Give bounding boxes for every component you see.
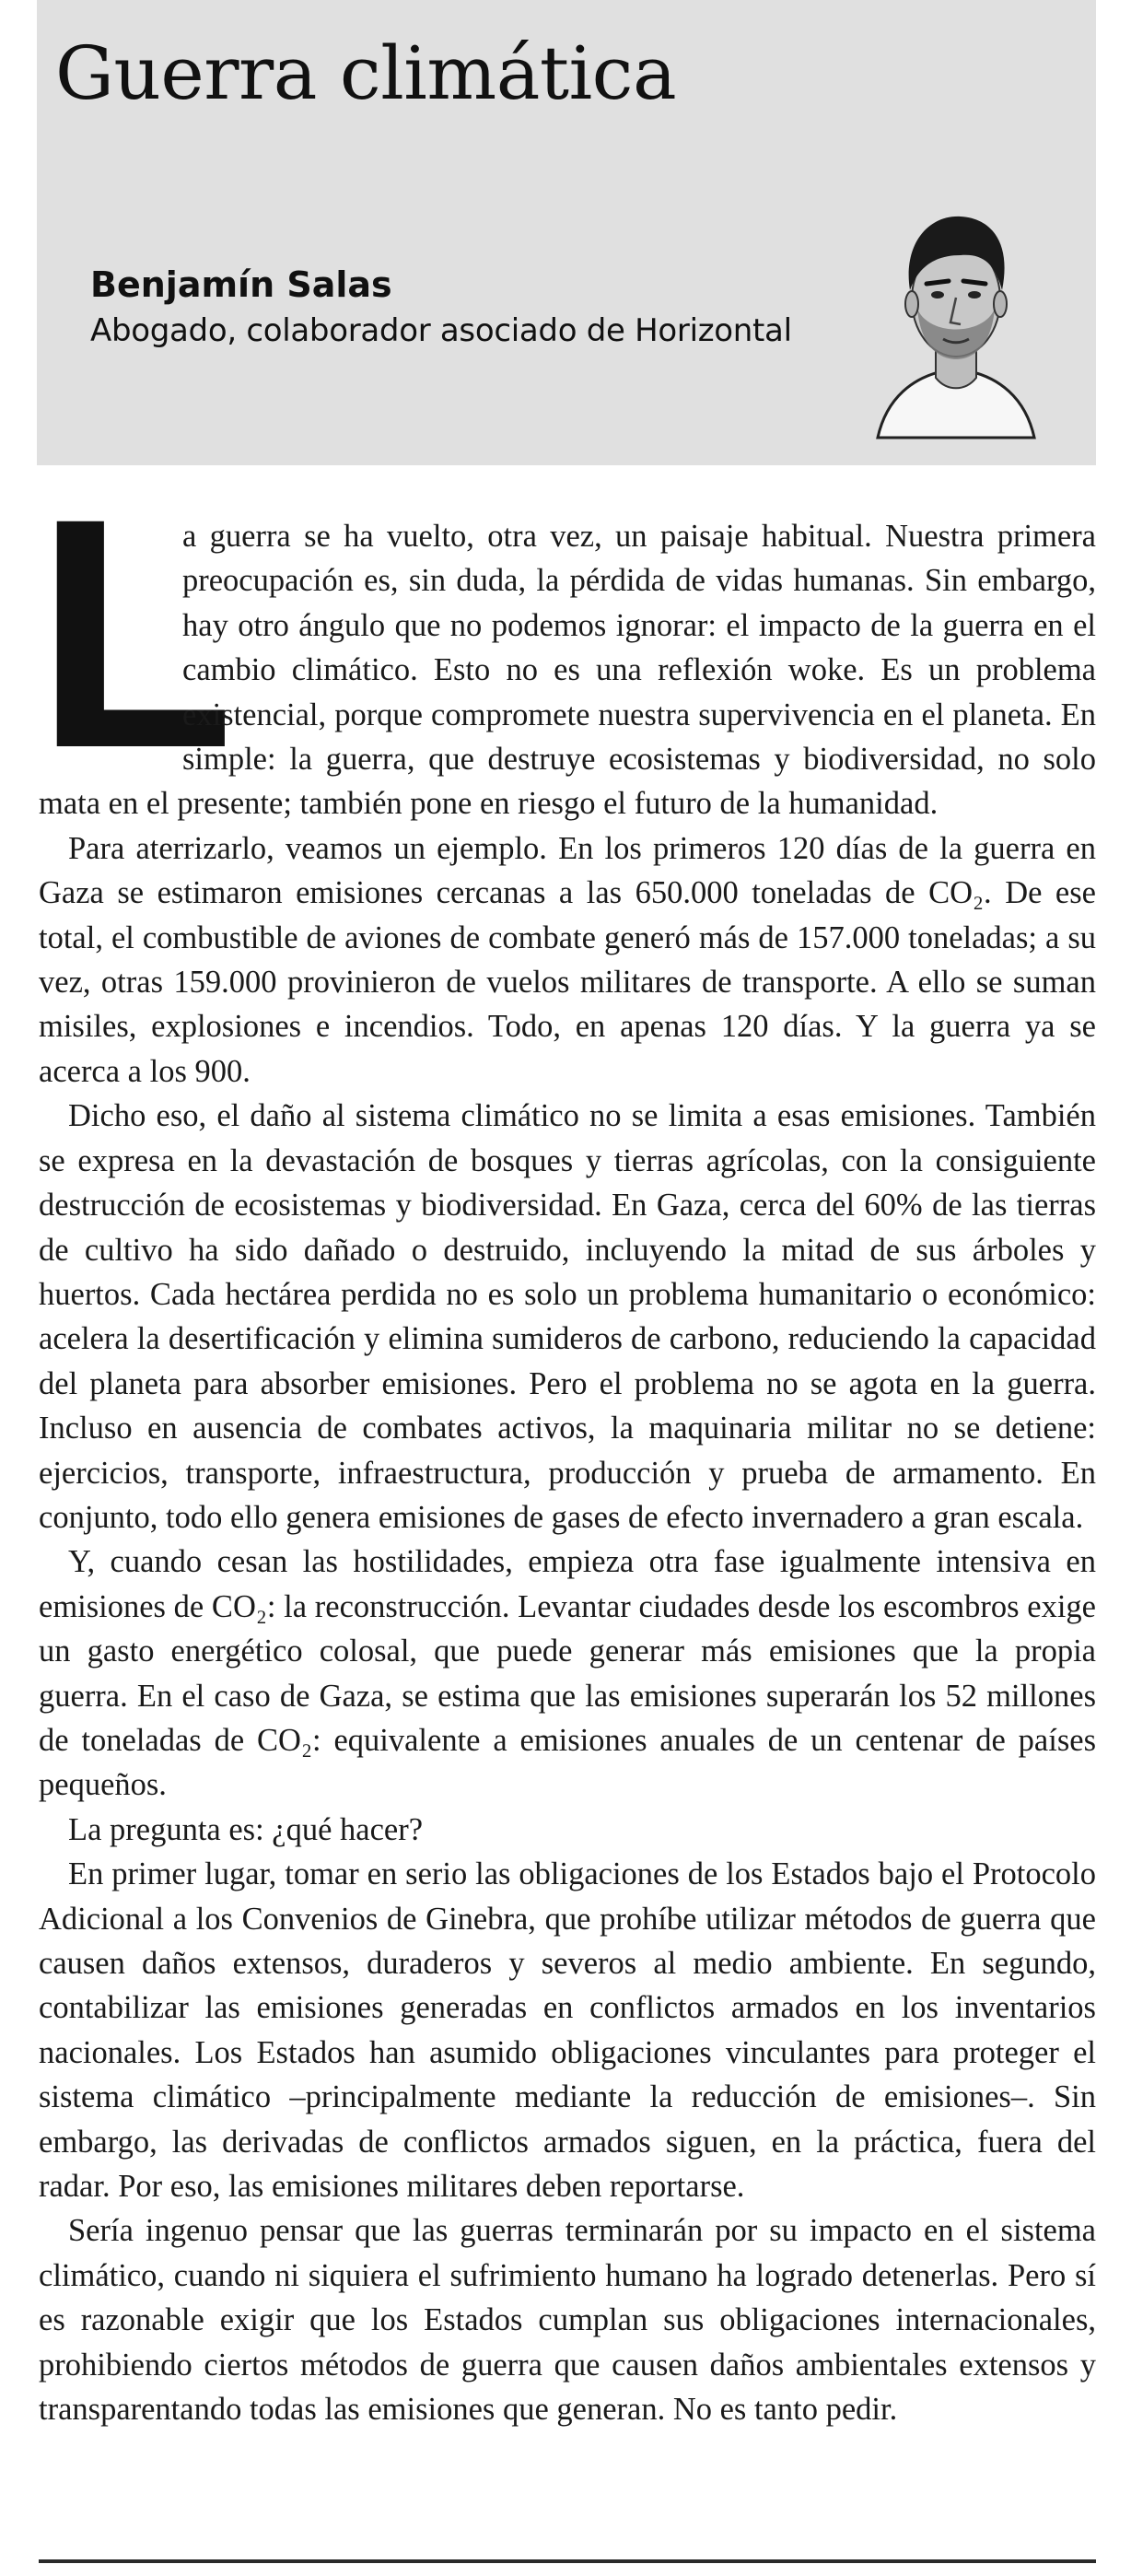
- paragraph-3: Dicho eso, el daño al sistema climático no se limita a esas emisiones. También se expresa en la devastación de bosques y tierras agrícolas, con la consiguiente destrucción de ecosistemas y biodiversidad. En Gaza, cerca del 60% de las tierras de cultivo ha sido dañado o destruido, incluyendo la mitad de sus árboles y huertos. Cada hectárea perdida no es solo un problema humanitario o económico: acelera la desertificación y elimina sumideros de carbono, reduciendo la capacidad del planeta para absorber emisiones. Pero el problema no se agota en la guerra. Incluso en ausencia de combates activos, la maquinaria militar no se detiene: ejercicios, transporte, infraestructura, producción y prueba de armamento. En conjunto, todo ello genera emisiones de gases de efecto invernadero a gran escala.: [39, 1098, 1096, 1535]
- paragraph-6: En primer lugar, tomar en serio las obligaciones de los Estados bajo el Protocolo Adicional a los Convenios de Ginebra, que prohíbe utilizar métodos de guerra que causen daños extensos, duraderos y severos al medio ambiente. En segundo, contabilizar las emisiones generadas en conflictos armados en los inventarios nacionales. Los Estados han asumido obligaciones vinculantes para proteger el sistema climático –principalmente mediante la reducción de emisiones–. Sin embargo, las derivadas de conflictos armados siguen, en la práctica, fuera del radar. Por eso, las emisiones militares deben reportarse.: [39, 1856, 1096, 2205]
- drop-cap-letter: L: [35, 451, 235, 816]
- bottom-rule: [39, 2559, 1096, 2563]
- paragraph-5: La pregunta es: ¿qué hacer?: [68, 1811, 424, 1847]
- drop-cap: [35, 451, 235, 816]
- paragraph-1: a guerra se ha vuelto, otra vez, un paisaje habitual. Nuestra primera preocupación es, sin duda, la pérdida de vidas humanas. Sin embargo, hay otro ángulo que no podemos ignorar: el impacto de la guerra en el cambio climático. Esto no es una reflexión woke. Es un problema existencial, porque compromete nuestra supervivencia en el planeta. En simple: la guerra, que destruye ecosistemas y biodiversidad, no solo mata en el presente; también pone en riesgo el futuro de la humanidad.: [39, 519, 1096, 822]
- article-body: [35, 451, 1096, 2431]
- author-name: Benjamín Salas: [90, 264, 392, 305]
- paragraph-2: Para aterrizarlo, veamos un ejemplo. En los primeros 120 días de la guerra en Gaza se estimaron emisiones cercanas a las 650.000 toneladas de CO₂. De ese total, el combustible de aviones de combate generó más de 157.000 toneladas; a su vez, otras 159.000 provinieron de vuelos militares de transporte. A ello se suman misiles, explosiones e incendios. Todo, en apenas 120 días. Y la guerra ya se acerca a los 900.: [39, 830, 1096, 1089]
- paragraph-7: Sería ingenuo pensar que las guerras terminarán por su impacto en el sistema climático, cuando ni siquiera el sufrimiento humano ha logrado detenerlas. Pero sí es razonable exigir que los Estados cumplan sus obligaciones internacionales, prohibiendo ciertos métodos de guerra que causen daños ambientales extensos y transparentando todas las emisiones que generan. No es tanto pedir.: [39, 2213, 1096, 2428]
- paragraph-4: Y, cuando cesan las hostilidades, empieza otra fase igualmente intensiva en emisiones de CO₂: la reconstrucción. Levantar ciudades desde los escombros exige un gasto energético colosal, que puede generar más emisiones que la propia guerra. En el caso de Gaza, se estima que las emisiones superarán los 52 millones de toneladas de CO₂: equivalente a emisiones anuales de un centenar de países pequeños.: [39, 1544, 1096, 1803]
- author-role: Abogado, colaborador asociado de Horizontal: [90, 312, 792, 349]
- article-title: Guerra climática: [55, 30, 677, 116]
- author-portrait: [873, 189, 1039, 438]
